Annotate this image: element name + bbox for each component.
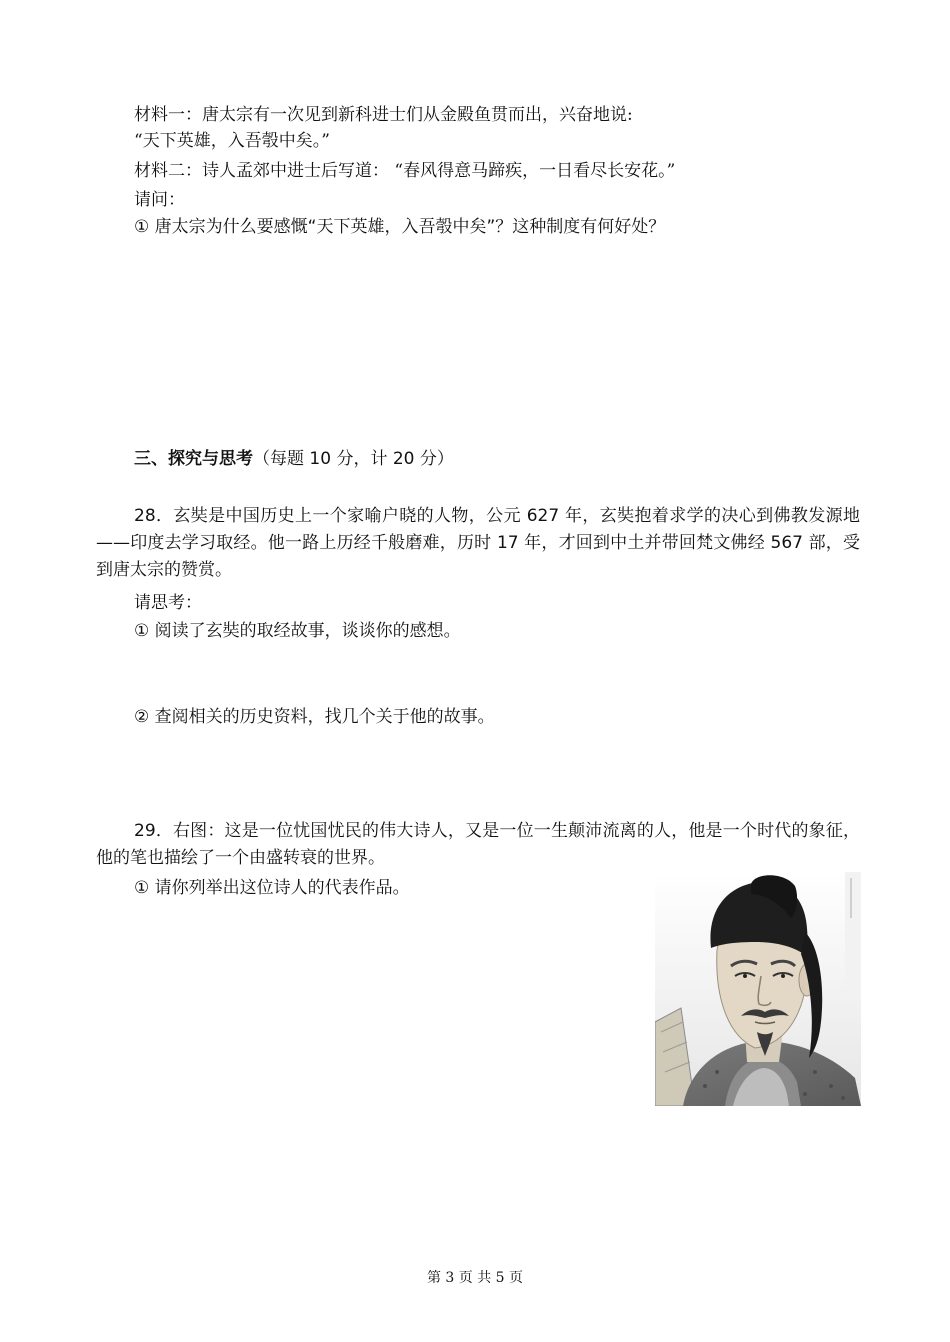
question-28	[96, 503, 860, 584]
question-29-number: 29	[134, 821, 156, 841]
ask-label: 请问：	[134, 190, 185, 210]
question-28-number: 28	[134, 506, 156, 526]
material-two-line: 材料二：诗人孟郊中进士后写道： “春风得意马蹄疾，一日看尽长安花。”	[134, 161, 676, 181]
material-one-line1: 材料一：唐太宗有一次见到新科进士们从金殿鱼贯而出，兴奋地说:	[134, 105, 633, 125]
question-tang-taizong: ① 唐太宗为什么要感慨“天下英雄，入吾彀中矣”？这种制度有何好处？	[134, 217, 666, 237]
question-28-text: ．玄奘是中国历史上一个家喻户晓的人物，公元 627 年，玄奘抱着求学的决心到佛教发源地——印度去学习取经。他一路上历经千般磨难，历时 17 年，才回到中土并带回梵文佛经 567 部，受到唐太宗的赞赏。	[96, 506, 860, 580]
question-29-text: ．右图：这是一位忧国忧民的伟大诗人，又是一位一生颠沛流离的人，他是一个时代的象征，他的笔也描绘了一个由盛转衰的世界。	[96, 821, 860, 868]
question-28-prompt: 请思考：	[134, 593, 202, 613]
section-heading	[134, 448, 454, 470]
page-footer: 第 3 页 共 5 页	[426, 1270, 524, 1286]
section-score-note: （每题 10 分，计 20 分）	[253, 449, 454, 469]
question-29-sub1: ① 请你列举出这位诗人的代表作品。	[134, 878, 410, 898]
question-29	[96, 818, 860, 872]
question-28-sub2: ② 查阅相关的历史资料，找几个关于他的故事。	[134, 707, 495, 727]
material-one-line2: “天下英雄，入吾彀中矣。”	[134, 131, 330, 151]
question-28-sub1: ① 阅读了玄奘的取经故事，谈谈你的感想。	[134, 621, 461, 641]
section-title: 三、探究与思考	[134, 449, 253, 469]
poet-portrait-image	[655, 872, 861, 1106]
